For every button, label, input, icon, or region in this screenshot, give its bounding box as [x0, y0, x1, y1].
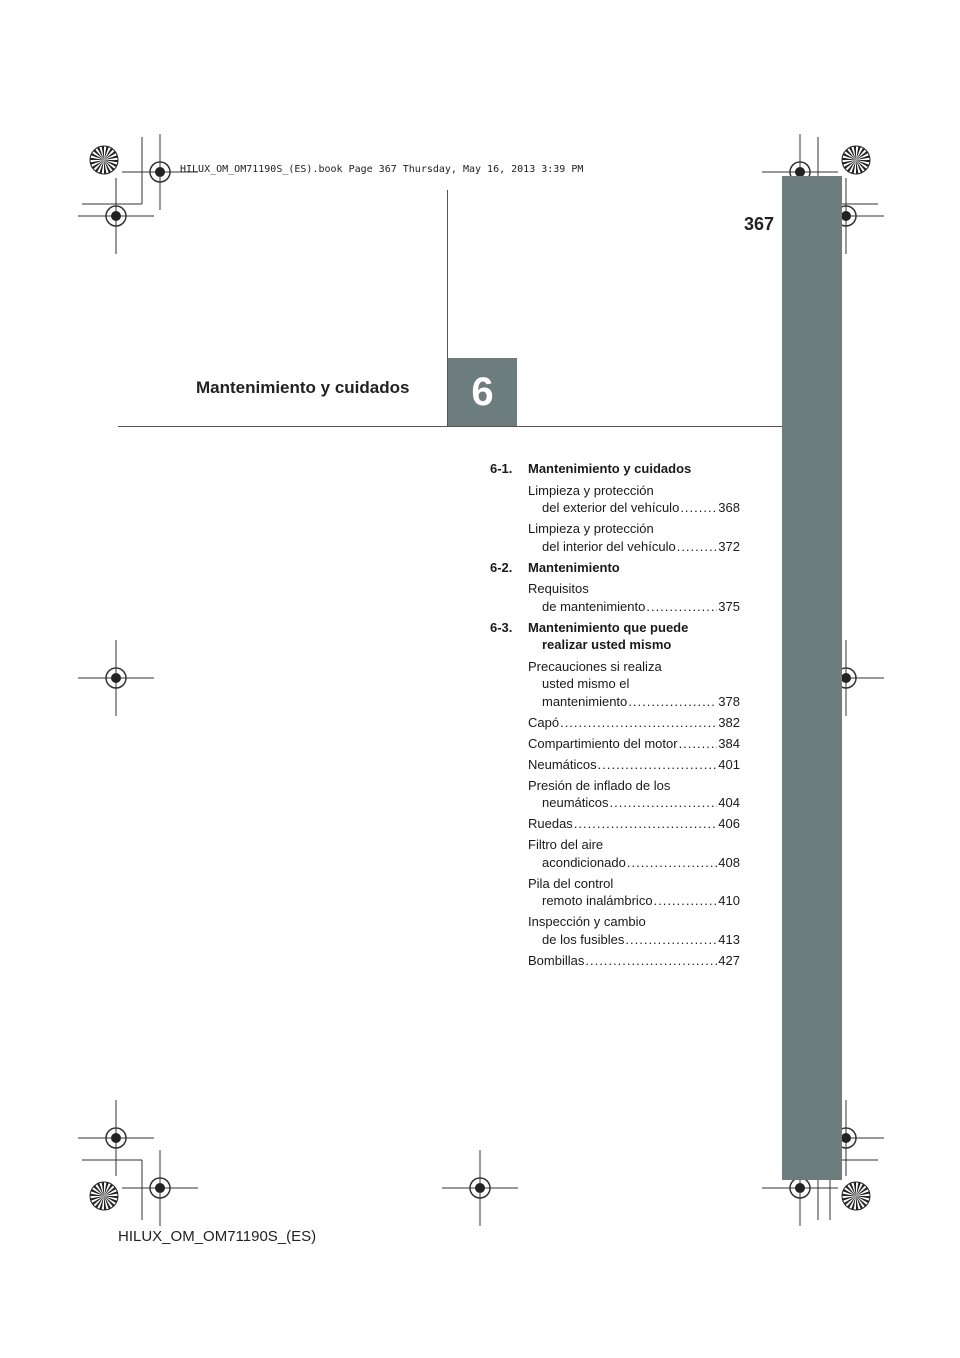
- toc-section-number: 6-2.: [490, 559, 513, 575]
- toc-section-number: 6-3.: [490, 619, 513, 635]
- toc-section-heading: [490, 619, 740, 654]
- toc-entry[interactable]: [490, 735, 740, 753]
- toc-entry-title: Neumáticos: [528, 756, 597, 772]
- toc-entry-title: Limpieza y protección: [528, 521, 654, 536]
- toc-entry-title-continued: del interior del vehículo: [542, 538, 676, 554]
- toc-section-heading: [490, 559, 740, 577]
- toc-dot-leader: [625, 931, 717, 949]
- toc-section-heading: [490, 460, 740, 478]
- toc-dot-leader: [677, 538, 718, 556]
- toc-section-title-continued: realizar usted mismo: [542, 637, 672, 652]
- toc-entry-title: Bombillas: [528, 952, 585, 968]
- toc-entry[interactable]: [490, 482, 740, 517]
- toc-page-number[interactable]: 372: [718, 538, 740, 554]
- toc-dot-leader: [609, 794, 717, 812]
- toc-entry[interactable]: [490, 658, 740, 711]
- toc-dot-leader: [680, 499, 717, 517]
- toc-entry[interactable]: [490, 875, 740, 910]
- toc-dot-leader: [628, 693, 717, 711]
- toc-entry-title: Capó: [528, 714, 560, 730]
- toc-page-number[interactable]: 384: [718, 735, 740, 751]
- toc-entry[interactable]: [490, 756, 740, 774]
- toc-dot-leader: [679, 735, 718, 753]
- toc-page-number[interactable]: 375: [718, 598, 740, 614]
- toc-entry-title: Compartimiento del motor: [528, 735, 678, 751]
- toc-page-number[interactable]: 406: [718, 816, 740, 831]
- toc-page-number[interactable]: 368: [718, 500, 740, 515]
- registration-starburst-icon: [90, 1182, 118, 1210]
- table-of-contents: [490, 460, 740, 973]
- registration-crosshair-icon: [78, 1100, 154, 1176]
- toc-entry-title-continued: neumáticos: [542, 795, 609, 810]
- chapter-number: 6: [471, 369, 494, 414]
- toc-entry-title: Inspección y cambio: [528, 914, 646, 929]
- toc-entry-title-continued: acondicionado: [542, 854, 626, 870]
- toc-entry[interactable]: [490, 815, 740, 833]
- registration-crosshair-icon: [78, 178, 154, 254]
- toc-entry-title-continued: de los fusibles: [542, 931, 625, 947]
- toc-dot-leader: [585, 952, 717, 970]
- toc-entry[interactable]: [490, 520, 740, 555]
- toc-dot-leader: [598, 756, 718, 774]
- title-divider-horizontal: [118, 426, 782, 427]
- toc-entry-title: Precauciones si realiza: [528, 658, 662, 674]
- toc-entry-title-continued: del exterior del vehículo: [542, 500, 680, 515]
- toc-entry-title: Pila del control: [528, 875, 614, 891]
- toc-entry[interactable]: [490, 777, 740, 812]
- toc-section-number: 6-1.: [490, 461, 513, 476]
- registration-starburst-icon: [842, 146, 870, 174]
- toc-page-number[interactable]: 401: [718, 756, 740, 772]
- page-number: 367: [743, 214, 774, 234]
- print-header-stamp: HILUX_OM_OM71190S_(ES).book Page 367 Thursday, May 16, 2013 3:39 PM: [180, 164, 584, 175]
- chapter-side-tab: [782, 176, 842, 1180]
- toc-entry[interactable]: [490, 836, 740, 871]
- toc-page-number[interactable]: 427: [718, 952, 740, 968]
- toc-entry[interactable]: [490, 952, 740, 970]
- toc-page-number[interactable]: 410: [718, 893, 740, 908]
- toc-entry-title: Presión de inflado de los: [528, 777, 671, 793]
- chapter-number-box: [448, 358, 517, 426]
- toc-entry-title-continued: mantenimiento: [542, 693, 628, 709]
- toc-dot-leader: [627, 854, 717, 872]
- toc-entry-title: Requisitos: [528, 581, 589, 596]
- toc-section-title: Mantenimiento: [528, 559, 620, 575]
- toc-page-number[interactable]: 404: [718, 795, 740, 810]
- toc-page-number[interactable]: 408: [718, 854, 740, 870]
- registration-starburst-icon: [842, 1182, 870, 1210]
- toc-entry-title: Limpieza y protección: [528, 482, 654, 498]
- toc-page-number[interactable]: 378: [718, 693, 740, 709]
- toc-entry-title: Filtro del aire: [528, 837, 604, 852]
- toc-entry-title-continued: remoto inalámbrico: [542, 893, 653, 908]
- chapter-title: Mantenimiento y cuidados: [196, 378, 410, 397]
- toc-dot-leader: [646, 598, 717, 616]
- footer-document-code: HILUX_OM_OM71190S_(ES): [118, 1228, 317, 1245]
- toc-dot-leader: [574, 815, 717, 833]
- toc-entry-title-continued: usted mismo el: [542, 676, 630, 691]
- registration-crosshair-icon: [442, 1150, 518, 1226]
- toc-section-title: Mantenimiento que puede: [528, 619, 689, 635]
- toc-section-title: Mantenimiento y cuidados: [528, 461, 692, 476]
- toc-entry[interactable]: [490, 714, 740, 732]
- registration-crosshair-icon: [78, 640, 154, 716]
- toc-page-number[interactable]: 413: [718, 931, 740, 947]
- toc-dot-leader: [654, 892, 718, 910]
- registration-crosshair-icon: [122, 1150, 198, 1226]
- toc-entry-title: Ruedas: [528, 816, 573, 831]
- toc-entry-title-continued: de mantenimiento: [542, 598, 646, 614]
- toc-page-number[interactable]: 382: [718, 714, 740, 730]
- toc-entry[interactable]: [490, 913, 740, 948]
- registration-starburst-icon: [90, 146, 118, 174]
- toc-entry[interactable]: [490, 580, 740, 615]
- toc-dot-leader: [560, 714, 717, 732]
